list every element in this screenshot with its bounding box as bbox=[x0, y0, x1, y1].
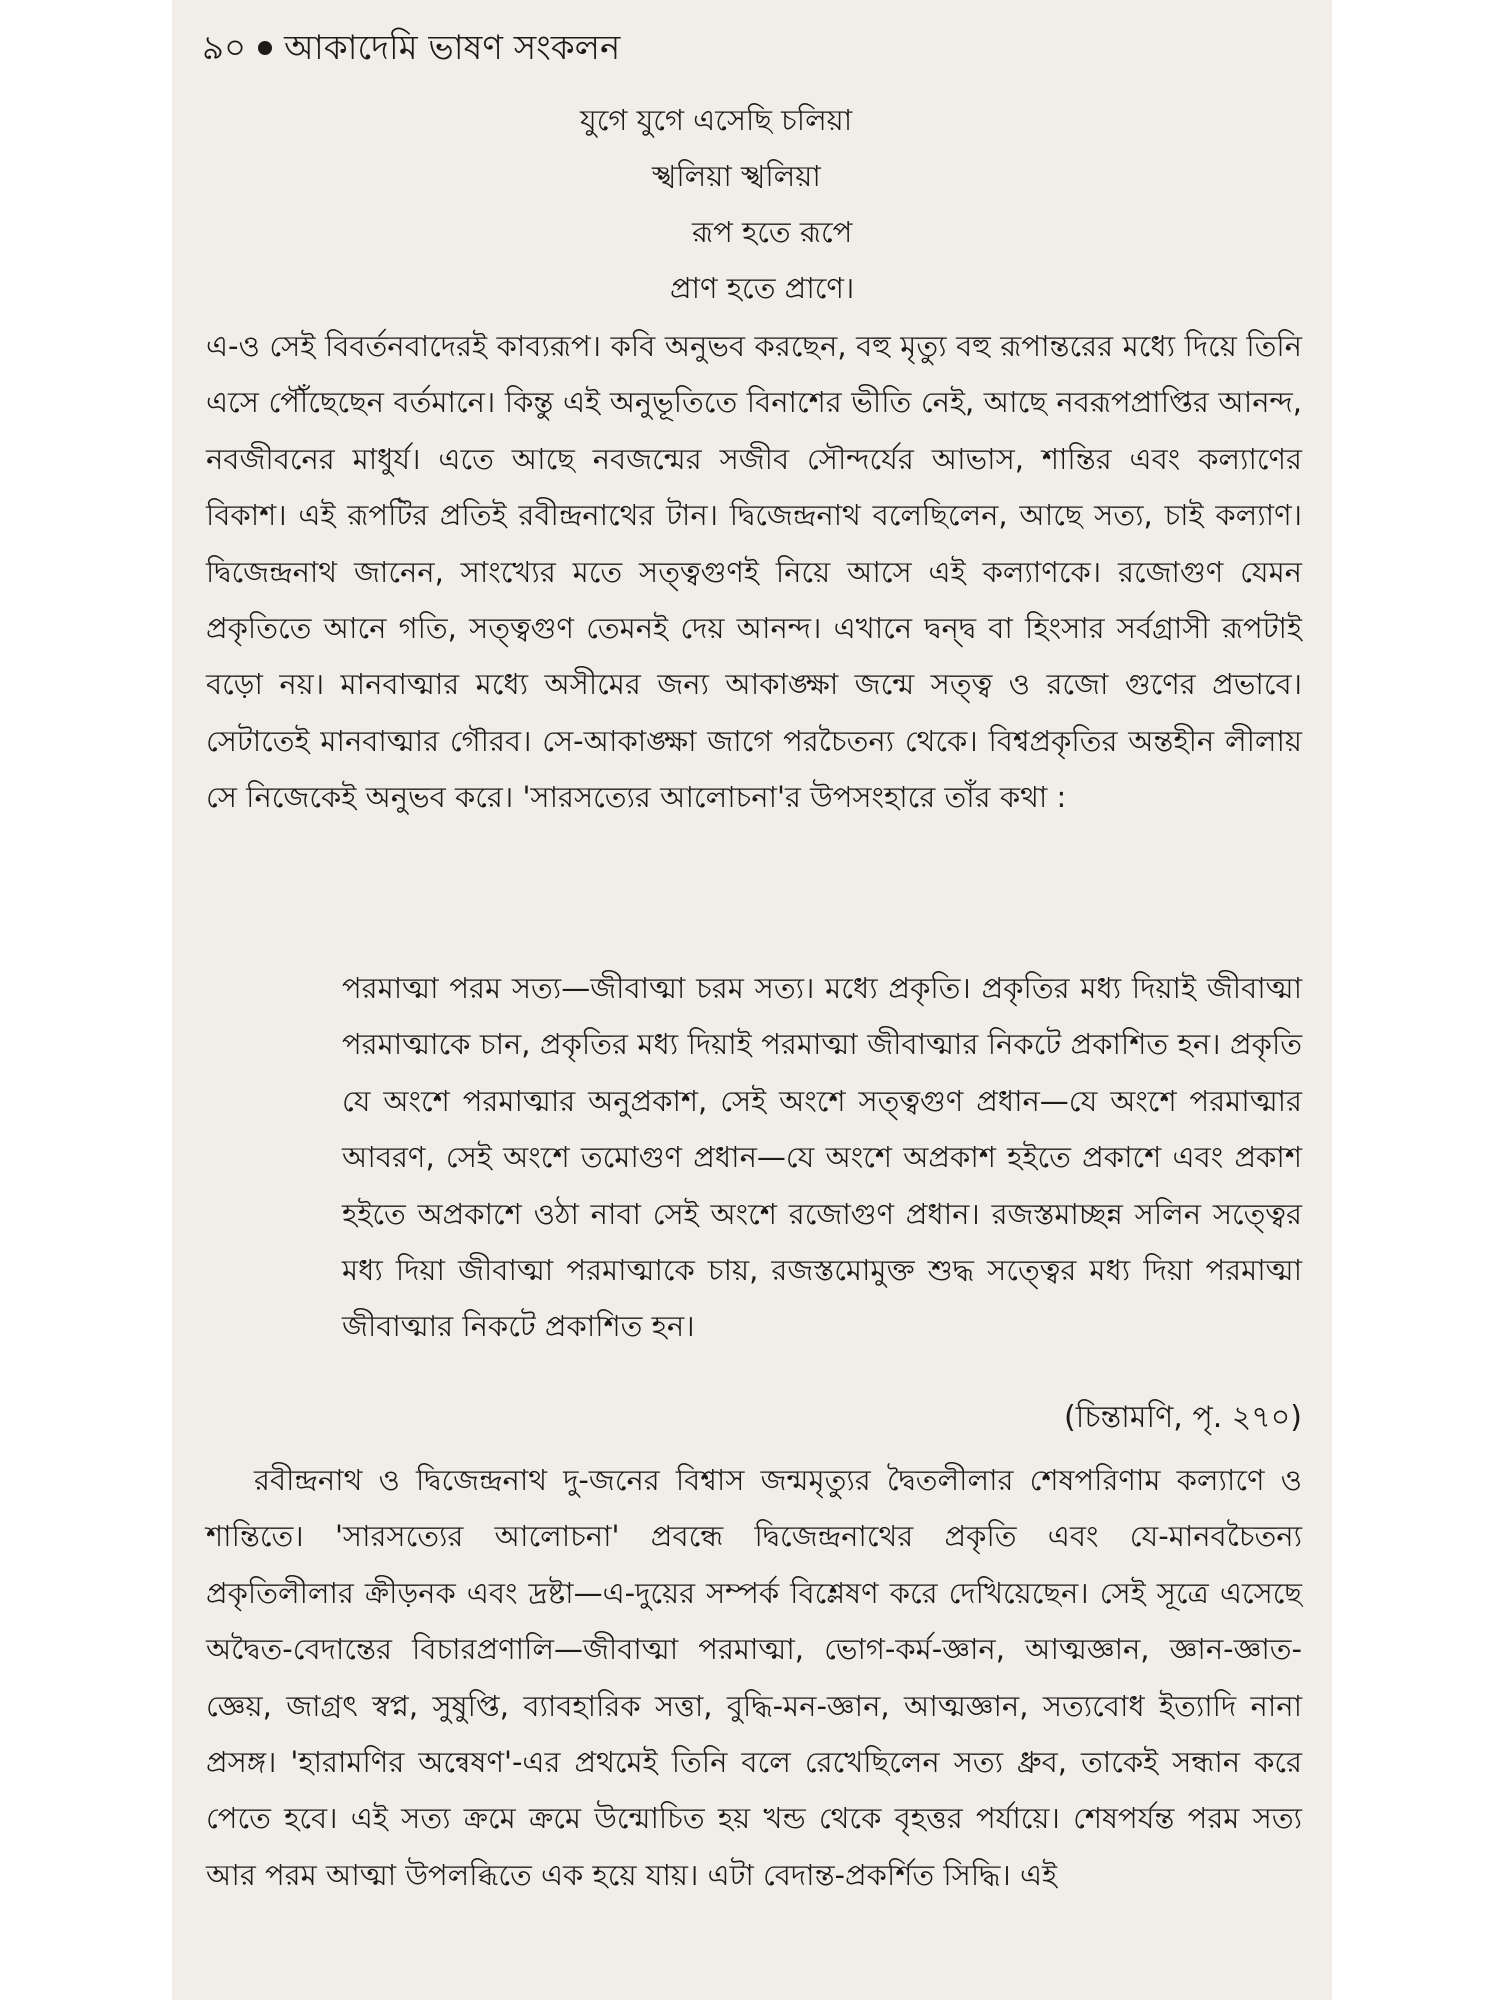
bullet-icon bbox=[258, 41, 272, 55]
running-header bbox=[202, 22, 620, 74]
block-quote: পরমাত্মা পরম সত্য—জীবাত্মা চরম সত্য। মধ্যে প্রকৃতি। প্রকৃতির মধ্য দিয়াই জীবাত্মা পরমাত্মাকে চান, প্রকৃতির মধ্য দিয়াই পরমাত্মা জীবাত্মার নিকটে প্রকাশিত হন। প্রকৃতি যে অংশে পরমাত্মার অনুপ্রকাশ, সেই অংশে সত্ত্বগুণ প্রধান—যে অংশে পরমাত্মার আবরণ, সেই অংশে তমোগুণ প্রধান—যে অংশে অপ্রকাশ হইতে প্রকাশে এবং প্রকাশ হইতে অপ্রকাশে ওঠা নাবা সেই অংশে রজোগুণ প্রধান। রজস্তমাচ্ছন্ন সলিন সত্ত্বের মধ্য দিয়া জীবাত্মা পরমাত্মাকে চায়, রজস্তমোমুক্ত শুদ্ধ সত্ত্বের মধ্য দিয়া পরমাত্মা জীবাত্মার নিকটে প্রকাশিত হন। bbox=[342, 971, 1302, 1344]
verse-line: যুগে যুগে এসেছি চলিয়া bbox=[580, 103, 853, 137]
page-number: ৯০ bbox=[202, 28, 247, 68]
book-title: আকাদেমি ভাষণ সংকলন bbox=[284, 28, 621, 68]
verse-line: প্রাণ হতে প্রাণে। bbox=[670, 271, 855, 305]
verse-line: স্খলিয়া স্খলিয়া bbox=[652, 159, 821, 193]
book-page bbox=[172, 0, 1332, 2000]
body-paragraph: রবীন্দ্রনাথ ও দ্বিজেন্দ্রনাথ দু-জনের বিশ্বাস জন্মমৃত্যুর দ্বৈতলীলার শেষপরিণাম কল্যাণে ও শান্তিতে। 'সারসত্যের আলোচনা' প্রবন্ধে দ্বিজেন্দ্রনাথের প্রকৃতি এবং যে-মানবচৈতন্য প্রকৃতিলীলার ক্রীড়নক এবং দ্রষ্টা—এ-দুয়ের সম্পর্ক বিশ্লেষণ করে দেখিয়েছেন। সেই সূত্রে এসেছে অদ্বৈত-বেদান্তের বিচারপ্রণালি—জীবাত্মা পরমাত্মা, ভোগ-কর্ম-জ্ঞান, আত্মজ্ঞান, জ্ঞান-জ্ঞাত-জ্ঞেয়, জাগ্রৎ স্বপ্ন, সুষুপ্তি, ব্যাবহারিক সত্তা, বুদ্ধি-মন-জ্ঞান, আত্মজ্ঞান, সত্যবোধ ইত্যাদি নানা প্রসঙ্গ। 'হারামণির অন্বেষণ'-এর প্রথমেই তিনি বলে রেখেছিলেন সত্য ধ্রুব, তাকেই সন্ধান করে পেতে হবে। এই সত্য ক্রমে ক্রমে উন্মোচিত হয় খন্ড থেকে বৃহত্তর পর্যায়ে। শেষপর্যন্ত পরম সত্য আর পরম আত্মা উপলব্ধিতে এক হয়ে যায়। এটা বেদান্ত-প্রকর্শিত সিদ্ধি। এই bbox=[206, 1463, 1302, 1892]
verse-line: রূপ হতে রূপে bbox=[692, 215, 853, 249]
quote-source: (চিন্তামণি, পৃ. ২৭০) bbox=[1064, 1400, 1302, 1435]
body-paragraph: এ-ও সেই বিবর্তনবাদেরই কাব্যরূপ। কবি অনুভব করছেন, বহু মৃত্যু বহু রূপান্তরের মধ্যে দিয়ে তিনি এসে পৌঁছেছেন বর্তমানে। কিন্তু এই অনুভূতিতে বিনাশের ভীতি নেই, আছে নবরূপপ্রাপ্তির আনন্দ, নবজীবনের মাধুর্য। এতে আছে নবজন্মের সজীব সৌন্দর্যের আভাস, শান্তির এবং কল্যাণের বিকাশ। এই রূপটির প্রতিই রবীন্দ্রনাথের টান। দ্বিজেন্দ্রনাথ বলেছিলেন, আছে সত্য, চাই কল্যাণ। দ্বিজেন্দ্রনাথ জানেন, সাংখ্যের মতে সত্ত্বগুণই নিয়ে আসে এই কল্যাণকে। রজোগুণ যেমন প্রকৃতিতে আনে গতি, সত্ত্বগুণ তেমনই দেয় আনন্দ। এখানে দ্বন্দ্ব বা হিংসার সর্বগ্রাসী রূপটাই বড়ো নয়। মানবাত্মার মধ্যে অসীমের জন্য আকাঙ্ক্ষা জন্মে সত্ত্ব ও রজো গুণের প্রভাবে। সেটাতেই মানবাত্মার গৌরব। সে-আকাঙ্ক্ষা জাগে পরচৈতন্য থেকে। বিশ্বপ্রকৃতির অন্তহীন লীলায় সে নিজেকেই অনুভব করে। 'সারসত্যের আলোচনা'র উপসংহারে তাঁর কথা : bbox=[206, 329, 1302, 815]
verse-block bbox=[172, 92, 1332, 316]
